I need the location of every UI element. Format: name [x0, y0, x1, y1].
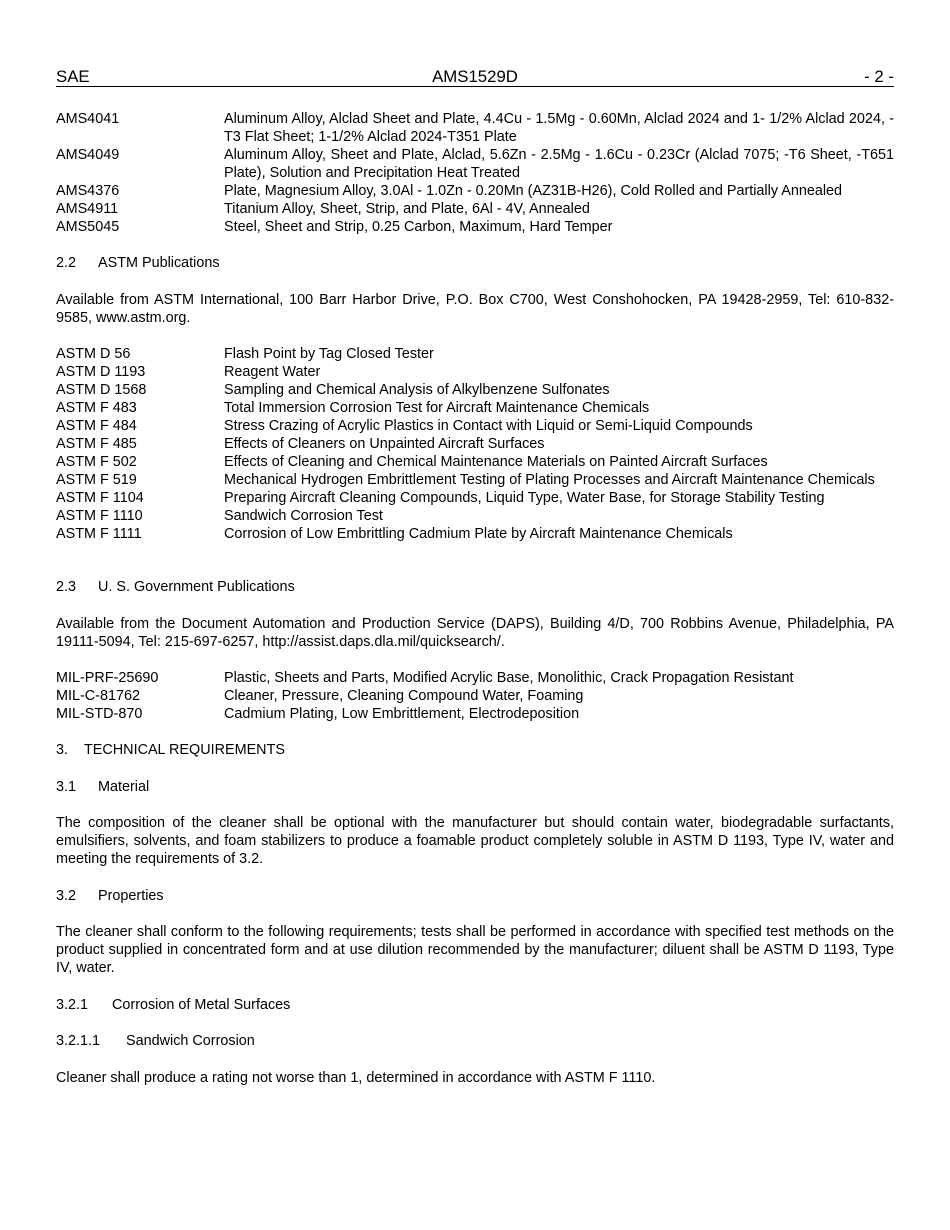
astm-reference-list	[56, 345, 894, 543]
reference-title: Plate, Magnesium Alloy, 3.0Al - 1.0Zn - 0.20Mn (AZ31B-H26), Cold Rolled and Partially Annealed	[224, 183, 843, 199]
section-title: Corrosion of Metal Surfaces	[112, 997, 291, 1013]
reference-row	[56, 218, 894, 236]
section-title: TECHNICAL REQUIREMENTS	[84, 742, 285, 758]
section-heading-3-2-1	[56, 996, 894, 1014]
reference-code: ASTM F 1111	[56, 526, 142, 542]
reference-row	[56, 381, 894, 399]
section-number: 3.2.1	[56, 997, 89, 1013]
reference-title: Stress Crazing of Acrylic Plastics in Contact with Liquid or Semi-Liquid Compounds	[224, 418, 753, 434]
reference-code: AMS4049	[56, 147, 120, 163]
reference-title: Steel, Sheet and Strip, 0.25 Carbon, Maximum, Hard Temper	[224, 219, 613, 235]
reference-code: ASTM D 1568	[56, 382, 147, 398]
reference-row	[56, 200, 894, 218]
section-heading-2-3	[56, 578, 894, 596]
reference-title: Plastic, Sheets and Parts, Modified Acrylic Base, Monolithic, Crack Propagation Resistant	[224, 670, 794, 686]
government-availability-paragraph: Available from the Document Automation and Production Service (DAPS), Building 4/D, 700 Robbins Avenue, Philadelphia, PA 19111-5094, Tel: 215-697-6257, http://assist.daps.dla.mil/quicksearch/.	[56, 616, 894, 650]
reference-title: Total Immersion Corrosion Test for Aircraft Maintenance Chemicals	[224, 400, 650, 416]
section-number: 3.	[56, 742, 69, 758]
section-title: U. S. Government Publications	[98, 579, 295, 595]
reference-title: Sandwich Corrosion Test	[224, 508, 383, 524]
reference-title: Cleaner, Pressure, Cleaning Compound Water, Foaming	[224, 688, 584, 704]
reference-row	[56, 146, 894, 182]
reference-title: Aluminum Alloy, Sheet and Plate, Alclad, 5.6Zn - 2.5Mg - 1.6Cu - 0.23Cr (Alclad 7075; -T6 Sheet, -T651 Plate), Solution and Precipitation Heat Treated	[224, 147, 894, 181]
reference-code: ASTM F 1104	[56, 490, 144, 506]
material-paragraph: The composition of the cleaner shall be optional with the manufacturer but should contain water, biodegradable surfactants, emulsifiers, solvents, and foam stabilizers to produce a foamable product completely soluble in ASTM D 1193, Type IV, water and meeting the requirements of 3.2.	[56, 815, 894, 867]
reference-code: ASTM F 483	[56, 400, 137, 416]
reference-code: ASTM F 485	[56, 436, 137, 452]
reference-title: Sampling and Chemical Analysis of Alkylbenzene Sulfonates	[224, 382, 610, 398]
reference-code: ASTM F 502	[56, 454, 137, 470]
government-reference-list	[56, 669, 894, 723]
reference-code: ASTM F 519	[56, 472, 137, 488]
section-number: 2.2	[56, 255, 77, 271]
reference-code: ASTM D 1193	[56, 364, 146, 380]
section-heading-3-2-1-1	[56, 1032, 894, 1050]
reference-row	[56, 669, 894, 687]
section-title: Properties	[98, 888, 164, 904]
ams-reference-list	[56, 110, 894, 236]
reference-row	[56, 489, 894, 507]
reference-code: MIL-PRF-25690	[56, 670, 159, 686]
section-heading-3	[56, 741, 894, 759]
reference-code: AMS4911	[56, 201, 119, 217]
reference-row	[56, 399, 894, 417]
reference-title: Corrosion of Low Embrittling Cadmium Plate by Aircraft Maintenance Chemicals	[224, 526, 733, 542]
page-header	[56, 66, 894, 87]
section-heading-2-2	[56, 254, 894, 272]
reference-row	[56, 435, 894, 453]
reference-code: ASTM D 56	[56, 346, 131, 362]
section-number: 2.3	[56, 579, 77, 595]
reference-row	[56, 182, 894, 200]
header-page-number: - 2 -	[864, 67, 894, 86]
reference-code: AMS4041	[56, 111, 120, 127]
reference-row	[56, 507, 894, 525]
reference-title: Titanium Alloy, Sheet, Strip, and Plate, 6Al - 4V, Annealed	[224, 201, 590, 217]
reference-title: Mechanical Hydrogen Embrittlement Testing of Plating Processes and Aircraft Maintenance Chemicals	[224, 472, 875, 488]
reference-row	[56, 417, 894, 435]
reference-title: Reagent Water	[224, 364, 321, 380]
reference-code: ASTM F 484	[56, 418, 137, 434]
reference-code: ASTM F 1110	[56, 508, 143, 524]
reference-code: AMS5045	[56, 219, 120, 235]
astm-availability-paragraph: Available from ASTM International, 100 Barr Harbor Drive, P.O. Box C700, West Conshohocken, PA 19428-2959, Tel: 610-832-9585, www.astm.org.	[56, 292, 894, 326]
reference-code: MIL-C-81762	[56, 688, 140, 704]
reference-code: AMS4376	[56, 183, 120, 199]
reference-row	[56, 345, 894, 363]
header-doc-number: AMS1529D	[432, 67, 518, 86]
section-heading-3-2	[56, 887, 894, 905]
reference-title: Cadmium Plating, Low Embrittlement, Electrodeposition	[224, 706, 580, 722]
reference-row	[56, 363, 894, 381]
reference-title: Effects of Cleaning and Chemical Maintenance Materials on Painted Aircraft Surfaces	[224, 454, 768, 470]
reference-row	[56, 110, 894, 146]
properties-paragraph: The cleaner shall conform to the following requirements; tests shall be performed in accordance with specified test methods on the product supplied in concentrated form and at use dilution recommended by the manufacturer; diluent shall be ASTM D 1193, Type IV, water.	[56, 924, 894, 976]
section-title: Material	[98, 779, 150, 795]
reference-row	[56, 705, 894, 723]
sandwich-corrosion-paragraph: Cleaner shall produce a rating not worse than 1, determined in accordance with ASTM F 1110.	[56, 1070, 656, 1086]
section-number: 3.1	[56, 779, 77, 795]
section-title: Sandwich Corrosion	[126, 1033, 255, 1049]
section-number: 3.2.1.1	[56, 1033, 101, 1049]
section-title: ASTM Publications	[98, 255, 220, 271]
reference-title: Aluminum Alloy, Alclad Sheet and Plate, 4.4Cu - 1.5Mg - 0.60Mn, Alclad 2024 and 1- 1/2% Alclad 2024, -T3 Flat Sheet; 1-1/2% Alclad 2024-T351 Plate	[224, 111, 894, 145]
reference-row	[56, 687, 894, 705]
section-heading-3-1	[56, 778, 894, 796]
section-number: 3.2	[56, 888, 77, 904]
header-org: SAE	[56, 67, 90, 86]
reference-row	[56, 453, 894, 471]
reference-title: Flash Point by Tag Closed Tester	[224, 346, 434, 362]
reference-title: Preparing Aircraft Cleaning Compounds, Liquid Type, Water Base, for Storage Stability Testing	[224, 490, 825, 506]
reference-row	[56, 471, 894, 489]
reference-row	[56, 525, 894, 543]
reference-title: Effects of Cleaners on Unpainted Aircraft Surfaces	[224, 436, 545, 452]
reference-code: MIL-STD-870	[56, 706, 143, 722]
